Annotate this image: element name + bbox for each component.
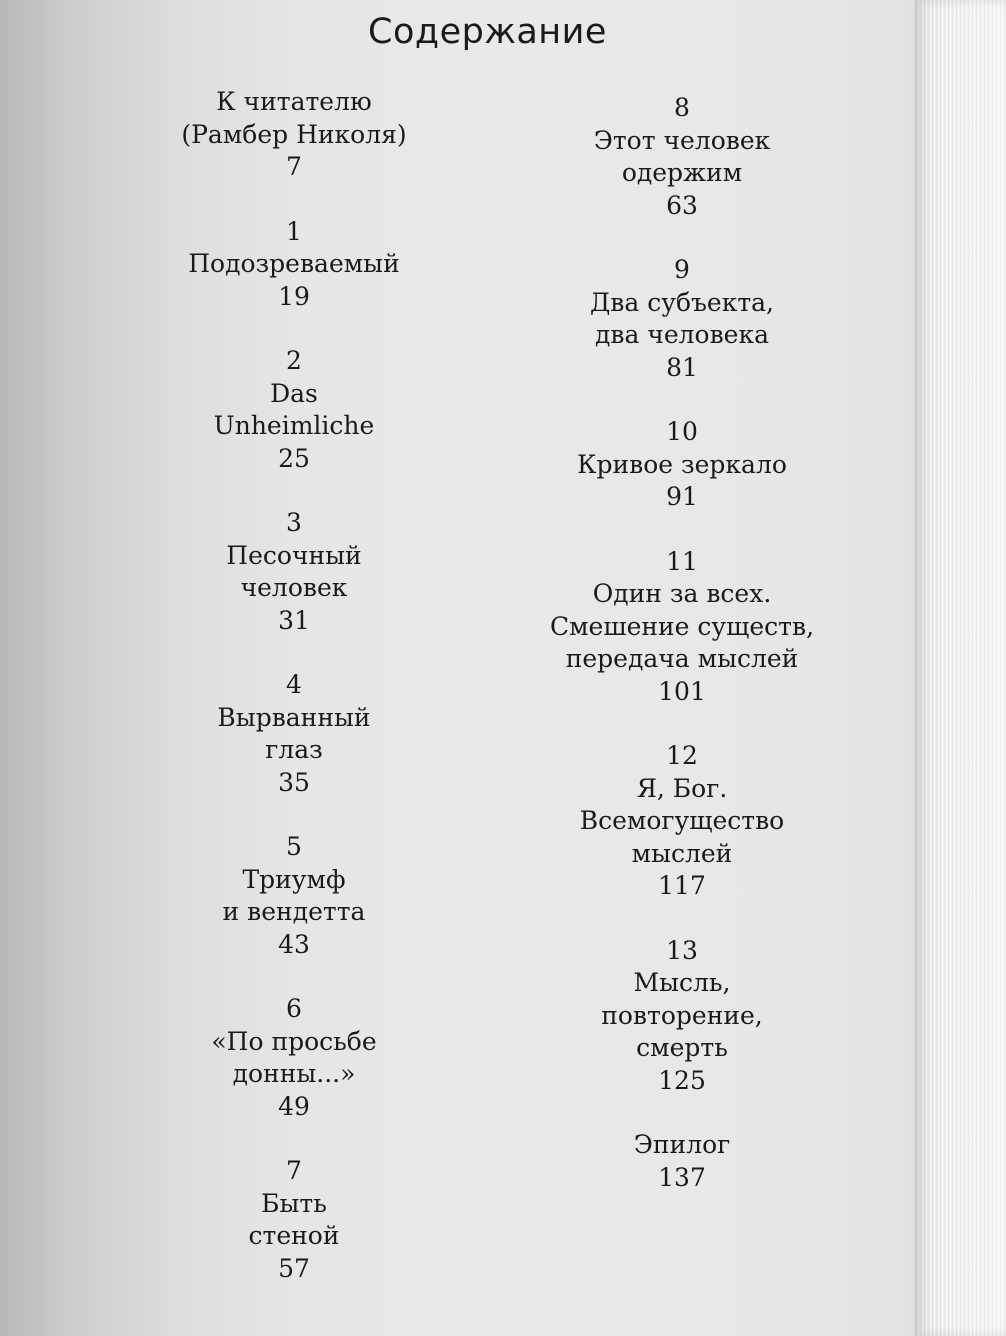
toc-entry-page-number: 125 <box>658 1065 706 1095</box>
toc-entry-line: 8 <box>674 93 690 122</box>
toc-entry-page-number: 57 <box>278 1253 310 1283</box>
toc-entry <box>532 1129 832 1194</box>
toc-entry-line: повторение, <box>601 1000 763 1030</box>
toc-entry <box>144 86 444 184</box>
toc-entry-line: 6 <box>286 994 302 1023</box>
toc-entry-line: 9 <box>674 255 690 284</box>
toc-entry-line: 2 <box>286 346 302 375</box>
toc-entry-page-number: 137 <box>658 1162 706 1192</box>
toc-entry <box>144 507 444 637</box>
toc-entry-line: Я, Бог. <box>636 773 728 803</box>
toc-entry-line: 3 <box>286 508 302 537</box>
toc-entry-line: одержим <box>621 158 743 187</box>
toc-entry-line: 12 <box>666 741 698 770</box>
toc-left-column <box>144 86 444 1317</box>
toc-entry <box>532 92 832 222</box>
toc-entry-line: передача мыслей <box>565 644 799 673</box>
toc-entry-line: Смешение существ, <box>549 611 815 641</box>
page-title: Содержание <box>368 12 607 52</box>
toc-entry-line: (Рамбер Николя) <box>181 119 407 149</box>
toc-entry-line: и вендетта <box>222 897 366 926</box>
toc-entry <box>144 1155 444 1285</box>
toc-entry-page-number: 101 <box>658 676 706 706</box>
toc-entry-line: глаз <box>265 735 323 764</box>
toc-entry-line: К читателю <box>216 87 372 116</box>
toc-entry-line: 7 <box>286 1156 302 1185</box>
toc-entry-page-number: 117 <box>658 871 706 900</box>
toc-entry-line: донны...» <box>232 1059 356 1088</box>
toc-entry-line: «По просьбе <box>211 1026 377 1056</box>
toc-entry-line: два человека <box>595 320 769 349</box>
toc-entry <box>144 216 444 314</box>
toc-entry-line: Этот человек <box>593 125 771 155</box>
toc-entry-line: человек <box>240 573 348 602</box>
toc-entry <box>532 740 832 903</box>
toc-entry-page-number: 25 <box>278 443 310 473</box>
toc-entry <box>144 993 444 1123</box>
toc-entry-line: 5 <box>286 832 302 861</box>
toc-right-column <box>532 92 832 1226</box>
toc-entry-page-number: 91 <box>666 482 698 511</box>
toc-entry <box>532 254 832 384</box>
toc-entry-line: Эпилог <box>633 1130 731 1159</box>
toc-entry-line: мыслей <box>631 838 733 868</box>
toc-entry-page-number: 31 <box>278 605 310 635</box>
toc-entry <box>532 416 832 514</box>
toc-entry-page-number: 49 <box>278 1091 310 1121</box>
toc-entry-line: Unheimliche <box>213 411 375 440</box>
toc-entry-line: Всемогущество <box>579 806 785 835</box>
toc-entry-line: 4 <box>286 670 302 699</box>
toc-entry-line: Два субъекта, <box>589 287 775 317</box>
toc-entry-line: Один за всех. <box>592 579 772 608</box>
toc-entry-line: Подозреваемый <box>188 249 400 278</box>
toc-entry-line: Песочный <box>226 540 362 570</box>
toc-entry-page-number: 19 <box>278 281 310 311</box>
toc-entry-page-number: 35 <box>278 767 310 797</box>
toc-entry-line: стеной <box>248 1221 340 1250</box>
toc-entry-page-number: 63 <box>666 190 698 220</box>
page-edges <box>914 0 1006 1336</box>
toc-entry <box>144 831 444 961</box>
toc-entry <box>144 345 444 475</box>
toc-entry-line: смерть <box>636 1033 728 1062</box>
toc-entry-line: 10 <box>666 417 698 446</box>
toc-entry <box>532 935 832 1098</box>
toc-entry-line: 1 <box>286 216 302 246</box>
toc-entry-line: Мысль, <box>633 968 731 997</box>
toc-entry-line: 13 <box>666 935 698 965</box>
toc-entry-line: 11 <box>666 546 698 576</box>
toc-entry <box>532 546 832 709</box>
toc-entry-page-number: 43 <box>278 929 310 959</box>
toc-entry-page-number: 81 <box>666 352 698 382</box>
toc-entry-line: Быть <box>261 1188 327 1218</box>
toc-entry-line: Вырванный <box>217 702 371 732</box>
toc-entry-line: Кривое зеркало <box>577 449 787 479</box>
toc-entry-line: Триумф <box>242 864 346 894</box>
toc-entry <box>144 669 444 799</box>
toc-entry-line: Das <box>270 378 318 408</box>
toc-entry-page-number: 7 <box>286 152 302 181</box>
